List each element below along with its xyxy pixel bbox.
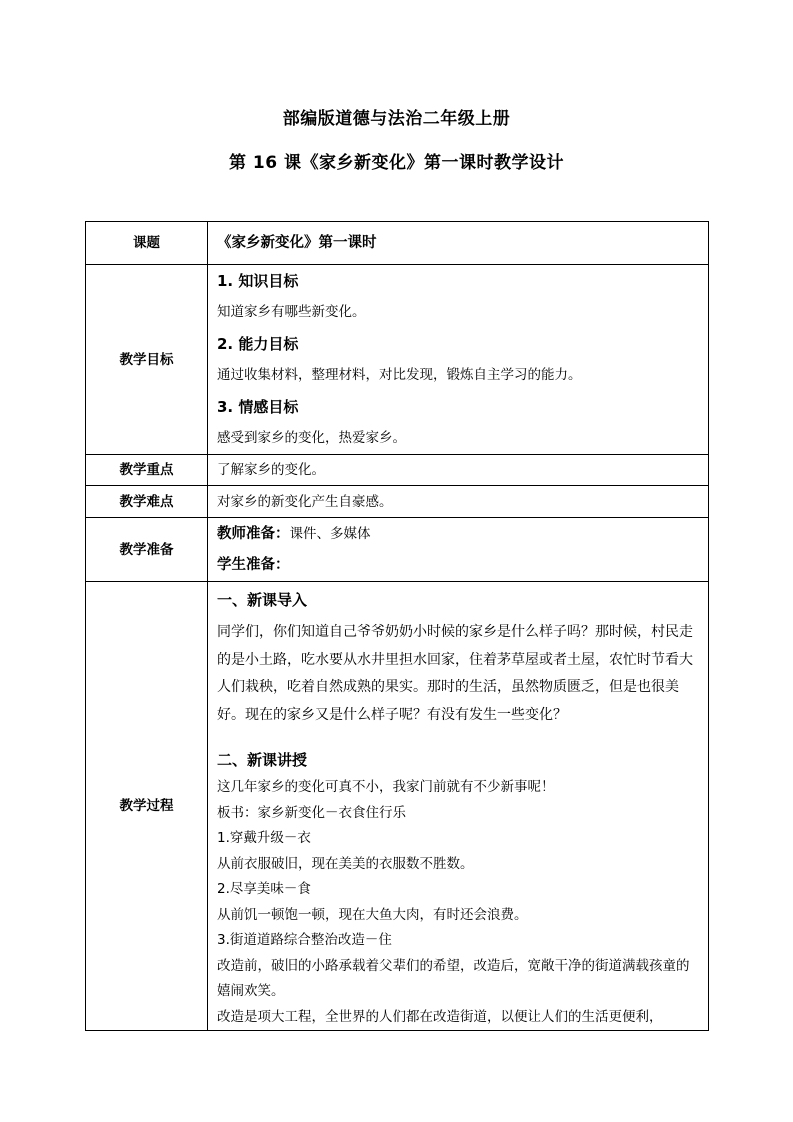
row-process	[86, 582, 709, 1031]
row-difficulty	[86, 486, 709, 518]
label-topic: 课题	[86, 222, 208, 265]
process-last-line: 改造是项大工程，全世界的人们都在改造街道，以便让人们的生活更便利，	[217, 1008, 663, 1025]
value-difficulty: 对家乡的新变化产生自豪感。	[208, 486, 709, 518]
student-prep-label: 学生准备：	[217, 556, 290, 573]
renovation-text: 改造前，破旧的小路承载着父辈们的希望，改造后，宽敞干净的街道满载孩童的嬉闹欢笑。	[217, 957, 690, 999]
section-1-text: 同学们，你们知道自己爷爷奶奶小时候的家乡是什么样子吗？那时候，村民走的是小土路，吃水要从水井里担水回家，住着茅草屋或者土屋，农忙时节看大人们栽秧，吃着自然成熟的果实。那时的生活，虽然物质匮乏，但是也很美好。现在的家乡又是什么样子呢？有没有发生一些变化？	[217, 624, 693, 723]
process-line: 从前衣服破旧，现在美美的衣服数不胜数。	[217, 855, 474, 872]
document-subtitle: 第 16 课《家乡新变化》第一课时教学设计	[229, 153, 564, 173]
document-title: 部编版道德与法治二年级上册	[282, 109, 511, 129]
process-line: 从前饥一顿饱一顿，现在大鱼大肉，有时还会浪费。	[217, 906, 528, 923]
section-2-title: 二、新课讲授	[217, 751, 308, 769]
goal-2-text: 通过收集材料，整理材料，对比发现，锻炼自主学习的能力。	[217, 367, 582, 383]
process-line: 3.街道道路综合整治改造－住	[217, 932, 392, 948]
spacer	[217, 729, 700, 745]
label-goals: 教学目标	[86, 265, 208, 455]
label-key-point: 教学重点	[86, 455, 208, 486]
process-line: 1.穿戴升级－衣	[217, 830, 311, 846]
topic-text: 《家乡新变化》第一课时	[217, 235, 377, 251]
process-line: 板书：家乡新变化－衣食住行乐	[217, 804, 406, 821]
lesson-plan-table	[85, 221, 709, 1031]
teacher-prep	[217, 519, 700, 550]
row-topic	[86, 222, 709, 265]
goal-3-title: 3. 情感目标	[217, 398, 299, 416]
process-line: 这几年家乡的变化可真不小，我家门前就有不少新事呢！	[217, 779, 555, 795]
label-process: 教学过程	[86, 582, 208, 1031]
value-goals	[208, 265, 709, 455]
row-goals	[86, 265, 709, 455]
goal-2-title: 2. 能力目标	[217, 335, 299, 353]
goal-1-text: 知道家乡有哪些新变化。	[217, 304, 366, 320]
value-preparation	[208, 518, 709, 582]
goal-1-title: 1. 知识目标	[217, 272, 299, 290]
section-1-title: 一、新课导入	[217, 591, 308, 609]
row-key-point	[86, 455, 709, 486]
row-preparation	[86, 518, 709, 582]
value-key-point: 了解家乡的变化。	[208, 455, 709, 486]
label-difficulty: 教学难点	[86, 486, 208, 518]
student-prep	[217, 550, 700, 581]
teacher-prep-label: 教师准备：	[217, 525, 290, 542]
teacher-prep-value: 课件、多媒体	[289, 525, 371, 542]
goal-3-text: 感受到家乡的变化，热爱家乡。	[217, 430, 406, 446]
value-topic	[208, 222, 709, 265]
value-process	[208, 582, 709, 1031]
label-preparation: 教学准备	[86, 518, 208, 582]
process-line: 2.尽享美味－食	[217, 881, 311, 897]
